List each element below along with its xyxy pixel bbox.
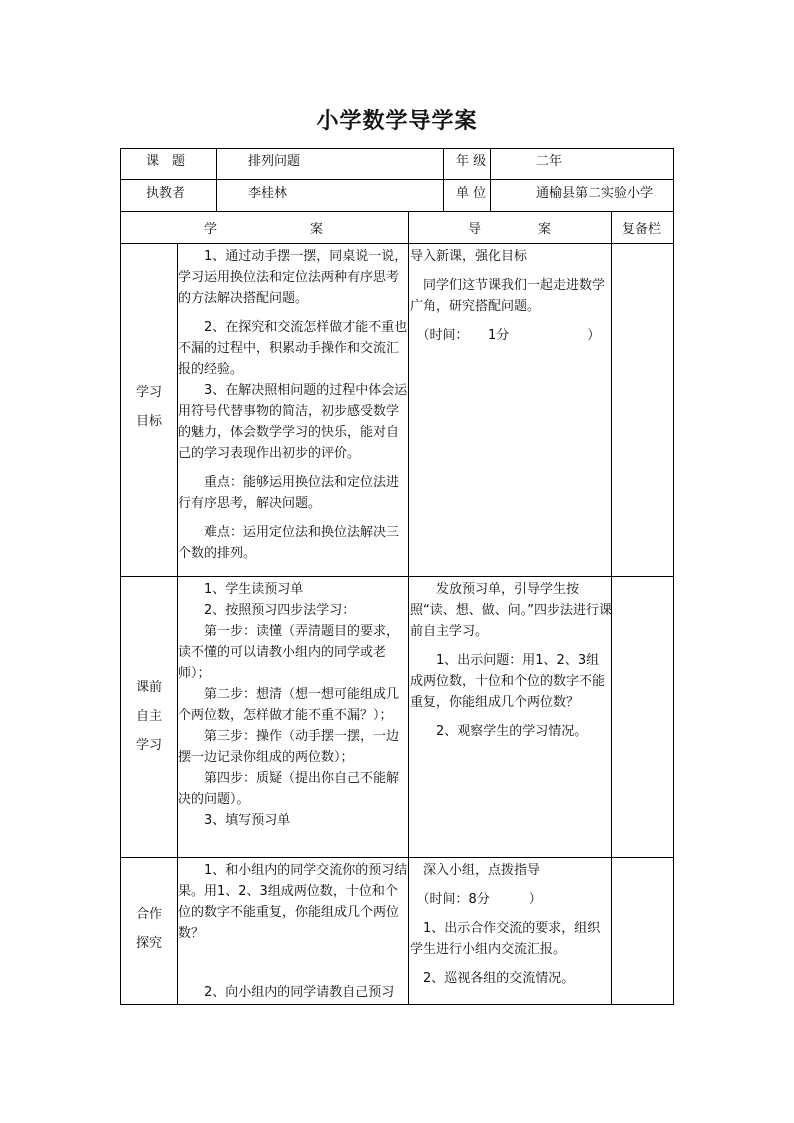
table-border [120,211,674,212]
preview-guide-text [410,579,612,742]
coop-study-text [178,860,408,1003]
teacher-label: 执教者 [146,186,186,201]
grade-value: 二年 [536,154,563,169]
row-label-goals [120,378,178,436]
row-label-line: 学习 [135,385,162,400]
teacher-value: 李桂林 [248,186,288,201]
row-label-line: 学习 [135,738,162,753]
guide-item: 2、观察学生的学习情况。 [410,724,588,739]
guide-item: 导入新课，强化目标 [410,249,528,264]
goal-item: 2、在探究和交流怎样做才能不重也不漏的过程中，积累动手操作和交流汇报的经验。 [178,320,408,377]
row-label-line: 课前 [135,680,162,695]
table-border [120,243,674,244]
guide-item: 同学们这节课我们一起走进数学广角，研究搭配问题。 [410,278,606,314]
goal-key-point: 重点：能够运用换位法和定位法进行有序思考，解决问题。 [178,475,400,511]
header-study-xue: 学 [204,222,218,237]
table-border [120,1004,674,1005]
guide-item: 深入小组，点拨指导 [410,863,541,878]
header-study-an: 案 [310,222,324,237]
row-label-coop [120,900,178,958]
guide-item: 1、出示问题：用1、2、3组成两位数，十位和个位的数字不能重复，你能组成几个两位数？ [410,653,606,710]
table-border [673,148,674,1005]
grade-label: 年 级 [456,154,487,169]
coop-item: 2、向小组内的同学请教自己预习 [178,985,395,1000]
page-title: 小学数学导学案 [316,108,478,134]
unit-label: 单 位 [456,186,487,201]
table-border [120,148,674,149]
preview-study-text [178,579,408,831]
goal-item: 1、通过动手摆一摆，同桌说一说，学习运用换位法和定位法两种有序思考的方法解决搭配问题。 [178,249,408,306]
table-border [443,148,444,211]
guide-item: 1、出示合作交流的要求，组织学生进行小组内交流汇报。 [410,921,601,957]
table-border [120,148,121,1005]
table-border [408,211,409,1005]
header-review: 复备栏 [622,222,662,237]
course-value: 排列问题 [248,154,301,169]
table-border [120,576,674,577]
course-label: 课 题 [146,154,186,169]
preview-item: 第二步：想清（想一想可能组成几个两位数，怎样做才能不重不漏？）； [178,687,400,723]
table-border [216,148,217,211]
guide-time: （时间： 1分 ） [410,328,601,343]
goals-study-text [178,246,408,564]
guide-item: 2、巡视各组的交流情况。 [410,971,575,986]
preview-item: 3、填写预习单 [178,813,291,828]
guide-time: （时间：8分 ） [410,892,542,907]
goal-difficulty: 难点：运用定位法和换位法解决三个数的排列。 [178,525,400,561]
preview-item: 第一步：读懂（弄清题目的要求，读不懂的可以请教小组内的同学或老师）； [178,624,400,681]
goal-item: 3、在解决照相问题的过程中体会运用符号代替事物的简洁，初步感受数学的魅力，体会数学学习的快乐，能对自己的学习表现作出初步的评价。 [178,383,408,461]
guide-item: 发放预习单，引导学生按照“读、想、做、问。”四步法进行课前自主学习。 [410,582,612,639]
table-border [120,179,674,180]
row-label-line: 自主 [135,709,162,724]
row-label-line: 合作 [135,907,162,922]
header-guide-an: 案 [538,222,552,237]
preview-item: 1、学生读预习单 [178,582,304,597]
unit-value: 通榆县第二实验小学 [536,186,654,201]
preview-item: 2、按照预习四步法学习： [178,603,356,618]
lesson-plan-table [120,148,674,1005]
header-guide-dao: 导 [468,222,482,237]
table-border [120,857,674,858]
coop-item: 1、和小组内的同学交流你的预习结果。用1、2、3组成两位数，十位和个位的数字不能重复，你能组成几个两位数？ [178,863,408,941]
row-label-line: 目标 [135,414,162,429]
row-label-line: 探究 [135,936,162,951]
preview-item: 第四步：质疑（提出你自己不能解决的问题）。 [178,771,400,807]
coop-guide-text [410,860,612,1003]
table-border [490,148,491,211]
row-label-preview [120,673,178,760]
preview-item: 第三步：操作（动手摆一摆，一边摆一边记录你组成的两位数）； [178,729,400,765]
goals-guide-text [410,246,612,346]
